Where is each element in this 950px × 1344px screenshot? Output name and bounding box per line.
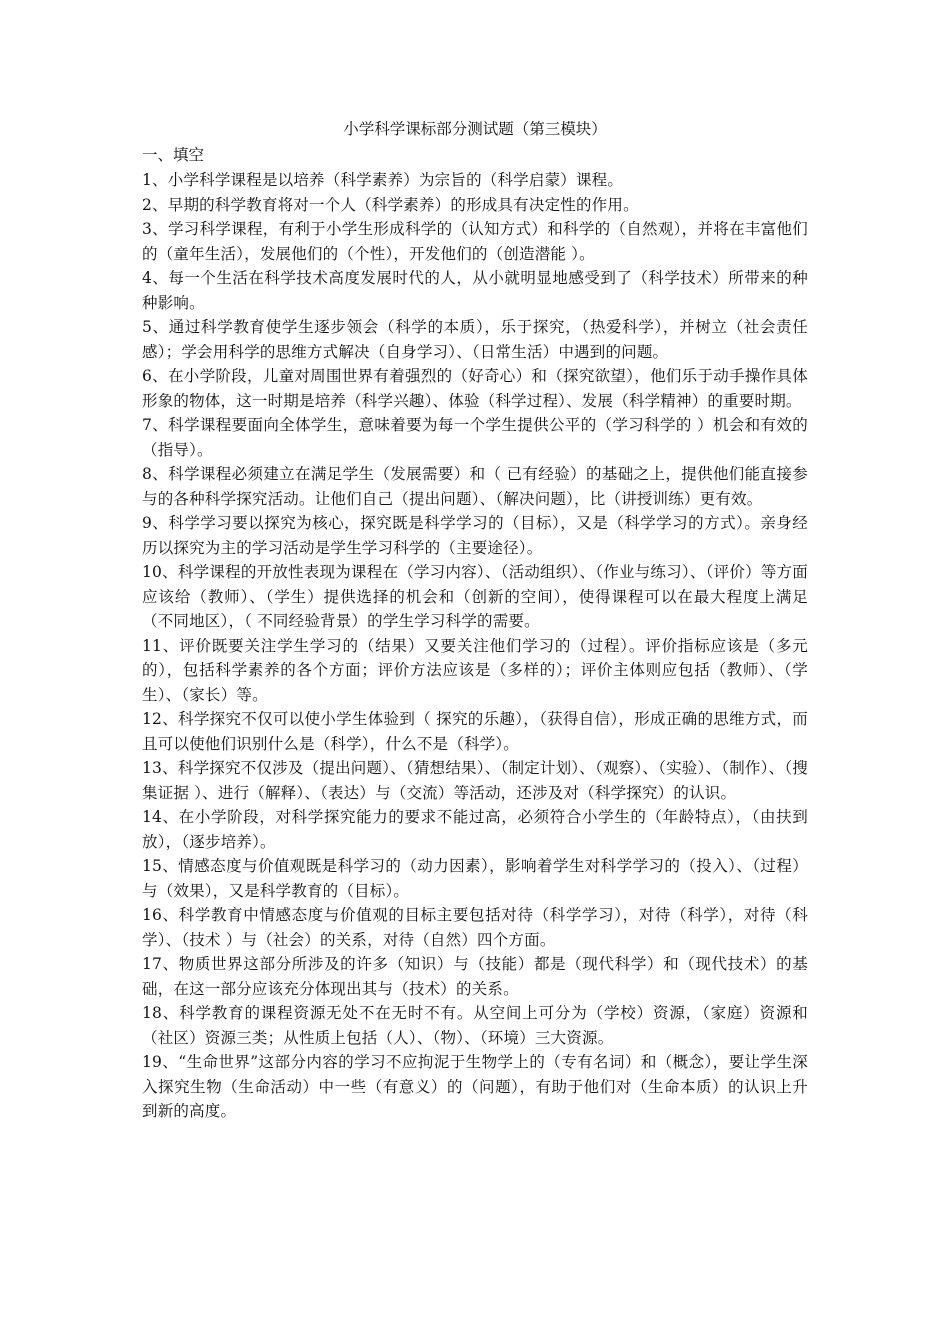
question-item: 9、科学学习要以探究为核心，探究既是科学学习的（目标），又是（科学学习的方式）。亲身经历以探究为主的学习活动是学生学习科学的（主要途径）。 xyxy=(142,514,808,557)
document-page xyxy=(142,116,808,1124)
question-item: 1、小学科学课程是以培养（科学素养）为宗旨的（科学启蒙）课程。 xyxy=(142,171,624,189)
question-item: 16、科学教育中情感态度与价值观的目标主要包括对待（科学学习），对待（科学），对待（科学）、（技术 ）与（社会）的关系，对待（自然）四个方面。 xyxy=(142,906,808,949)
question-item: 8、科学课程必须建立在满足学生（发展需要）和（ 已有经验）的基础之上，提供他们能直接参与的各种科学探究活动。让他们自己（提出问题）、（解决问题），比（讲授训练）更有效。 xyxy=(142,465,808,508)
question-item: 7、科学课程要面向全体学生，意味着要为每一个学生提供公平的（学习科学的 ）机会和有效的（指导）。 xyxy=(142,416,808,459)
question-item: 4、每一个生活在科学技术高度发展时代的人，从小就明显地感受到了（科学技术）所带来的种种影响。 xyxy=(142,269,808,312)
question-item: 11、评价既要关注学生学习的（结果）又要关注他们学习的（过程）。评价指标应该是（多元的），包括科学素养的各个方面；评价方法应该是（多样的）；评价主体则应包括（教师）、（学生）、（家长）等。 xyxy=(142,636,808,704)
question-item: 5、通过科学教育使学生逐步领会（科学的本质），乐于探究，（热爱科学），并树立（社会责任感）；学会用科学的思维方式解决（自身学习）、（日常生活）中遇到的问题。 xyxy=(142,318,808,361)
question-item: 13、科学探究不仅涉及（提出问题）、（猜想结果）、（制定计划）、（观察）、（实验）、（制作）、（搜集证据 ）、进行（解释）、（表达）与（交流）等活动，还涉及对（科学探究）的认识。 xyxy=(142,759,808,802)
question-item: 12、科学探究不仅可以使小学生体验到（ 探究的乐趣），（获得自信），形成正确的思维方式，而且可以使他们识别什么是（科学），什么不是（科学）。 xyxy=(142,710,808,753)
question-item: 17、物质世界这部分所涉及的许多（知识）与（技能）都是（现代科学）和（现代技术）的基础，在这一部分应该充分体现出其与（技术）的关系。 xyxy=(142,955,808,998)
question-item: 19、“生命世界”这部分内容的学习不应拘泥于生物学上的（专有名词）和（概念），要让学生深入探究生物（生命活动）中一些（有意义）的（问题），有助于他们对（生命本质）的认识上升到新的高度。 xyxy=(142,1053,808,1120)
question-item: 6、在小学阶段，儿童对周围世界有着强烈的（好奇心）和（探究欲望），他们乐于动手操作具体形象的物体，这一时期是培养（科学兴趣）、体验（科学过程）、发展（科学精神）的重要时期。 xyxy=(142,367,808,410)
page-title: 小学科学课标部分测试题（第三模块） xyxy=(343,120,607,138)
section-heading: 一、填空 xyxy=(142,146,205,164)
question-item: 18、科学教育的课程资源无处不在无时不有。从空间上可分为（学校）资源，（家庭）资源和（社区）资源三类；从性质上包括（人）、（物）、（环境）三大资源。 xyxy=(142,1004,808,1047)
question-item: 14、在小学阶段，对科学探究能力的要求不能过高，必须符合小学生的（年龄特点），（由扶到放），（逐步培养）。 xyxy=(142,808,808,851)
question-item: 10、科学课程的开放性表现为课程在（学习内容）、（活动组织）、（作业与练习）、（评价）等方面应该给（教师）、（学生）提供选择的机会和（创新的空间），使得课程可以在最大程度上满足（不同地区），（ 不同经验背景）的学生学习科学的需要。 xyxy=(142,563,808,630)
question-item: 2、早期的科学教育将对一个人（科学素养）的形成具有决定性的作用。 xyxy=(142,195,639,214)
question-item: 3、学习科学课程，有利于小学生形成科学的（认知方式）和科学的（自然观），并将在丰富他们的（童年生活），发展他们的（个性），开发他们的（创造潜能 ）。 xyxy=(142,220,808,263)
question-item: 15、情感态度与价值观既是科学习的（动力因素），影响着学生对科学学习的（投入）、（过程）与（效果），又是科学教育的（目标）。 xyxy=(142,857,808,900)
